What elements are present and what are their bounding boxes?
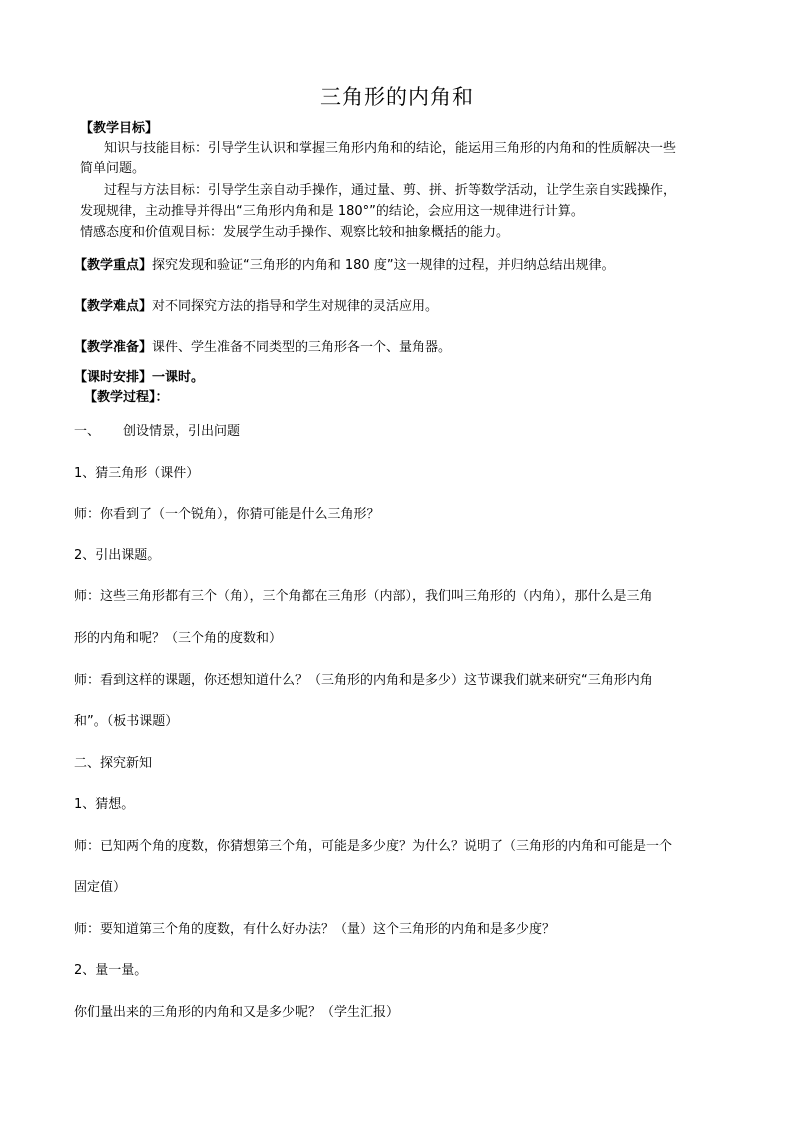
body-line: 2、量一量。 bbox=[74, 963, 148, 978]
body-line: 你们量出来的三角形的内角和又是多少呢？（学生汇报） bbox=[74, 1005, 400, 1020]
difficulty-label: 【教学难点】 bbox=[74, 299, 153, 314]
preparation-label: 【教学准备】 bbox=[74, 340, 153, 355]
section1-title: 创设情景，引出问题 bbox=[123, 424, 241, 439]
process-objective-line1: 过程与方法目标：引导学生亲自动手操作，通过量、剪、拼、折等数学活动，让学生亲自实践操作， bbox=[104, 183, 677, 198]
body-line: 和”。（板书课题） bbox=[74, 714, 179, 729]
body-line: 师：你看到了（一个锐角），你猜可能是什么三角形？ bbox=[74, 507, 380, 522]
knowledge-objective-line1: 知识与技能目标：引导学生认识和掌握三角形内角和的结论，能运用三角形的内角和的性质解决一些 bbox=[104, 141, 677, 156]
difficulty-text: 对不同探究方法的指导和学生对规律的灵活应用。 bbox=[152, 299, 439, 314]
document-title: 三角形的内角和 bbox=[320, 85, 474, 109]
schedule-row bbox=[74, 370, 204, 386]
body-line: 师：这些三角形都有三个（角），三个角都在三角形（内部），我们叫三角形的（内角），那什么是三角 bbox=[74, 589, 653, 604]
preparation-row bbox=[74, 340, 451, 356]
key-point-row bbox=[74, 258, 615, 274]
key-point-text: 探究发现和验证“三角形的内角和 180 度”这一规律的过程，并归纳总结出规律。 bbox=[152, 258, 615, 273]
body-line: 1、猜想。 bbox=[74, 797, 135, 812]
schedule-label: 【课时安排】 bbox=[74, 370, 153, 385]
objectives-heading: 【教学目标】 bbox=[80, 121, 159, 136]
body-line: 师：看到这样的课题，你还想知道什么？（三角形的内角和是多少）这节课我们就来研究“三角形内角 bbox=[74, 673, 653, 688]
body-line: 形的内角和呢？（三个角的度数和） bbox=[74, 631, 283, 646]
schedule-text: 一课时。 bbox=[152, 370, 205, 385]
key-point-label: 【教学重点】 bbox=[74, 258, 153, 273]
process-heading: 【教学过程】： bbox=[84, 390, 169, 405]
section1-number: 一、 bbox=[74, 424, 101, 439]
body-line: 1、猜三角形（课件） bbox=[74, 466, 200, 481]
body-line: 师：已知两个角的度数，你猜想第三个角，可能是多少度？为什么？说明了（三角形的内角和可能是一个 bbox=[74, 839, 673, 854]
body-line: 2、引出课题。 bbox=[74, 548, 161, 563]
preparation-text: 课件、学生准备不同类型的三角形各一个、量角器。 bbox=[152, 340, 452, 355]
process-objective-line2: 发现规律，主动推导并得出“三角形内角和是 180°”的结论，会应用这一规律进行计算。 bbox=[80, 204, 584, 219]
body-line: 二、探究新知 bbox=[74, 756, 153, 771]
body-line: 固定值） bbox=[74, 880, 127, 895]
difficulty-row bbox=[74, 299, 438, 315]
emotion-objective-line: 情感态度和价值观目标：发展学生动手操作、观察比较和抽象概括的能力。 bbox=[80, 225, 510, 240]
knowledge-objective-line2: 简单问题。 bbox=[80, 161, 146, 176]
body-line: 师：要知道第三个角的度数，有什么好办法？（量）这个三角形的内角和是多少度？ bbox=[74, 922, 556, 937]
